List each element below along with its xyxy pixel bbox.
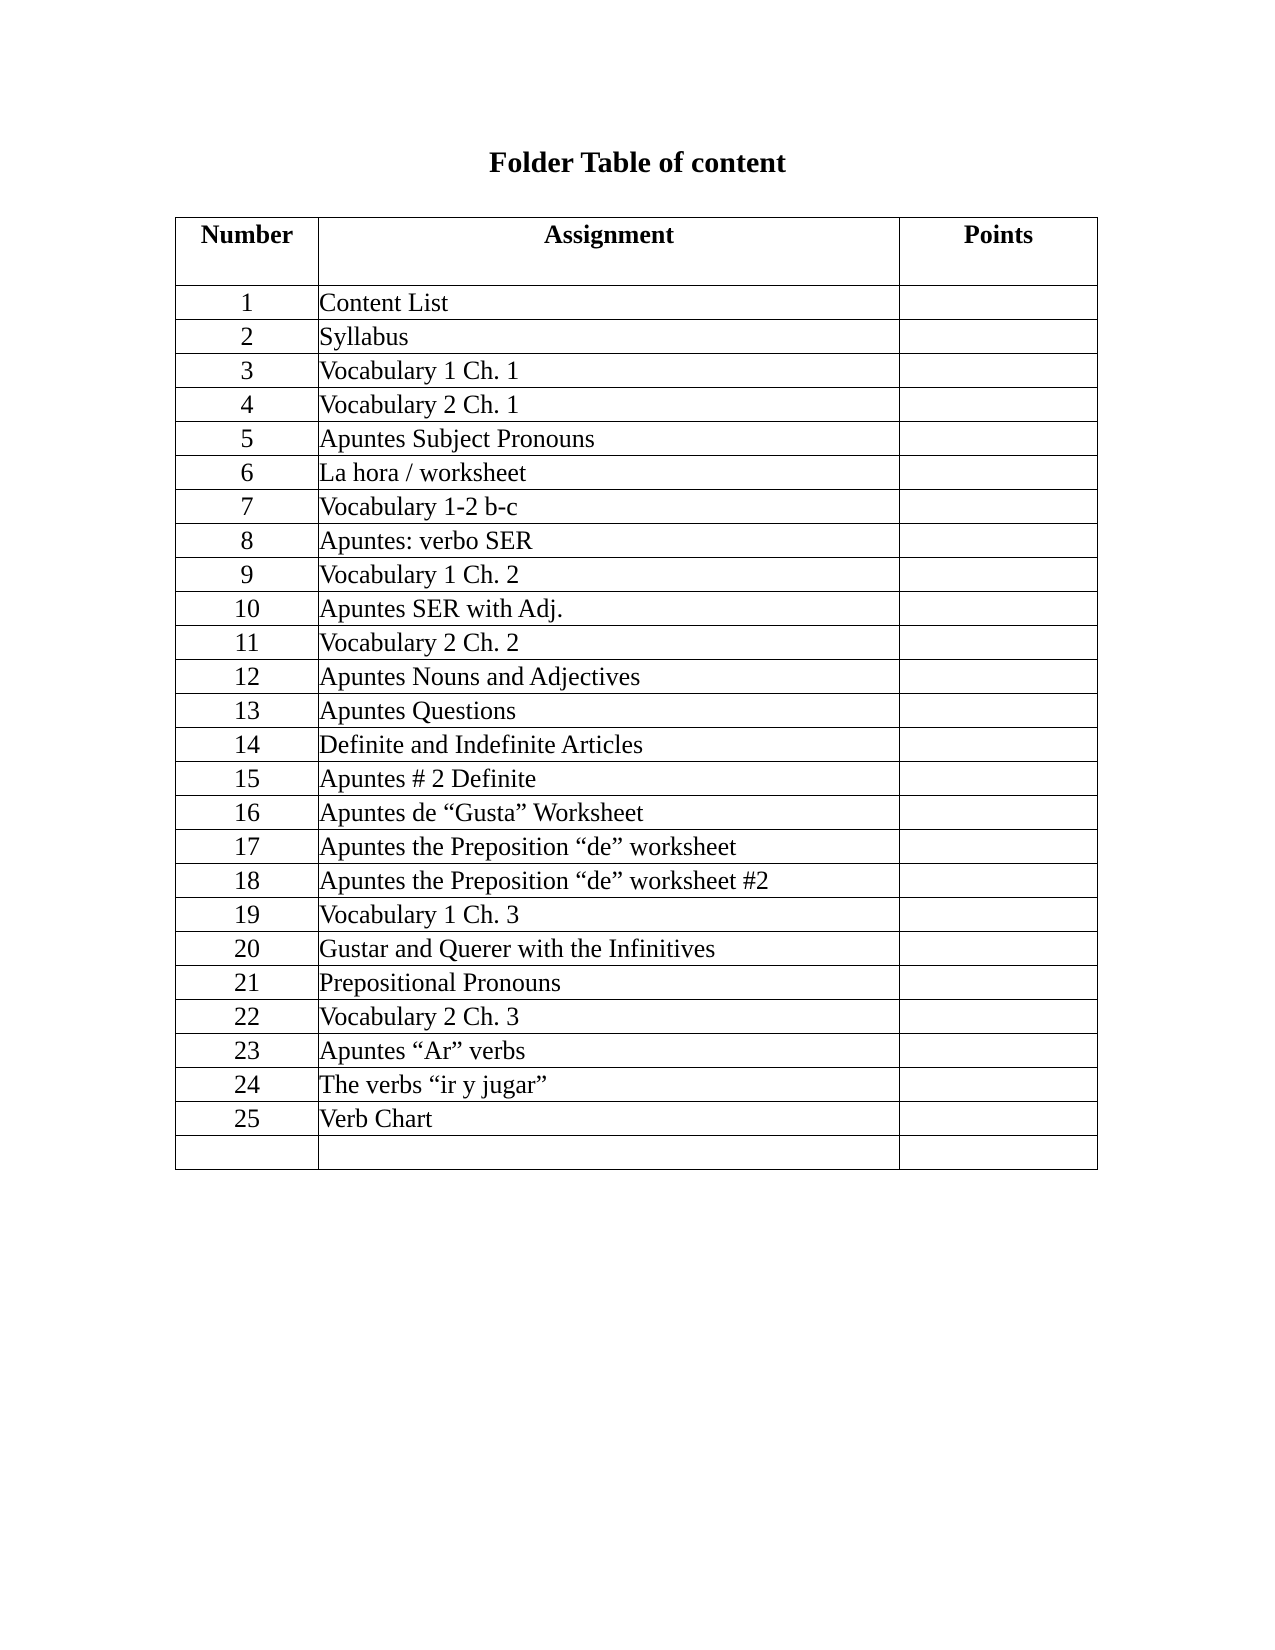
row-number-cell: 9 bbox=[176, 558, 319, 592]
table-row bbox=[176, 422, 1098, 456]
table-row bbox=[176, 966, 1098, 1000]
table-row bbox=[176, 626, 1098, 660]
row-points-cell bbox=[900, 1136, 1098, 1170]
row-number-cell: 23 bbox=[176, 1034, 319, 1068]
table-row bbox=[176, 524, 1098, 558]
row-assignment-cell: Apuntes the Preposition “de” worksheet bbox=[319, 830, 900, 864]
table-row bbox=[176, 796, 1098, 830]
row-assignment-cell: Verb Chart bbox=[319, 1102, 900, 1136]
row-assignment-cell: Gustar and Querer with the Infinitives bbox=[319, 932, 900, 966]
table-row bbox=[176, 1034, 1098, 1068]
page-title: Folder Table of content bbox=[489, 146, 786, 179]
row-assignment-cell: Apuntes Nouns and Adjectives bbox=[319, 660, 900, 694]
row-number-cell: 13 bbox=[176, 694, 319, 728]
table-row bbox=[176, 490, 1098, 524]
row-number-cell: 4 bbox=[176, 388, 319, 422]
table-row bbox=[176, 762, 1098, 796]
row-assignment-cell: Vocabulary 1 Ch. 3 bbox=[319, 898, 900, 932]
row-points-cell bbox=[900, 1034, 1098, 1068]
row-points-cell bbox=[900, 354, 1098, 388]
table-row bbox=[176, 694, 1098, 728]
row-assignment-cell: Syllabus bbox=[319, 320, 900, 354]
row-points-cell bbox=[900, 898, 1098, 932]
row-number-cell: 5 bbox=[176, 422, 319, 456]
row-number-cell: 19 bbox=[176, 898, 319, 932]
table-row bbox=[176, 558, 1098, 592]
header-row bbox=[176, 218, 1098, 286]
column-header-assignment: Assignment bbox=[319, 218, 900, 286]
row-number-cell: 11 bbox=[176, 626, 319, 660]
row-points-cell bbox=[900, 1000, 1098, 1034]
row-assignment-cell: Definite and Indefinite Articles bbox=[319, 728, 900, 762]
row-assignment-cell: Apuntes SER with Adj. bbox=[319, 592, 900, 626]
row-number-cell: 7 bbox=[176, 490, 319, 524]
column-header-number: Number bbox=[176, 218, 319, 286]
row-points-cell bbox=[900, 1068, 1098, 1102]
table-row bbox=[176, 286, 1098, 320]
row-number-cell: 24 bbox=[176, 1068, 319, 1102]
row-number-cell: 18 bbox=[176, 864, 319, 898]
row-assignment-cell: The verbs “ir y jugar” bbox=[319, 1068, 900, 1102]
row-number-cell: 1 bbox=[176, 286, 319, 320]
table-row bbox=[176, 388, 1098, 422]
row-points-cell bbox=[900, 422, 1098, 456]
row-number-cell: 25 bbox=[176, 1102, 319, 1136]
row-number-cell: 6 bbox=[176, 456, 319, 490]
table-of-contents bbox=[175, 217, 1098, 1170]
row-assignment-cell: Vocabulary 1-2 b-c bbox=[319, 490, 900, 524]
row-assignment-cell: Apuntes de “Gusta” Worksheet bbox=[319, 796, 900, 830]
row-points-cell bbox=[900, 490, 1098, 524]
row-assignment-cell: Apuntes the Preposition “de” worksheet #2 bbox=[319, 864, 900, 898]
row-assignment-cell: Content List bbox=[319, 286, 900, 320]
table-row bbox=[176, 1136, 1098, 1170]
row-points-cell bbox=[900, 762, 1098, 796]
row-points-cell bbox=[900, 1102, 1098, 1136]
row-assignment-cell: Vocabulary 2 Ch. 1 bbox=[319, 388, 900, 422]
table-row bbox=[176, 456, 1098, 490]
row-points-cell bbox=[900, 286, 1098, 320]
row-assignment-cell: Vocabulary 1 Ch. 1 bbox=[319, 354, 900, 388]
table-row bbox=[176, 1068, 1098, 1102]
row-points-cell bbox=[900, 456, 1098, 490]
row-assignment-cell: Apuntes Subject Pronouns bbox=[319, 422, 900, 456]
row-number-cell: 14 bbox=[176, 728, 319, 762]
row-number-cell: 20 bbox=[176, 932, 319, 966]
row-points-cell bbox=[900, 864, 1098, 898]
row-assignment-cell: Vocabulary 2 Ch. 2 bbox=[319, 626, 900, 660]
row-assignment-cell: La hora / worksheet bbox=[319, 456, 900, 490]
row-points-cell bbox=[900, 694, 1098, 728]
column-header-points: Points bbox=[900, 218, 1098, 286]
row-number-cell: 15 bbox=[176, 762, 319, 796]
table-row bbox=[176, 864, 1098, 898]
table-row bbox=[176, 660, 1098, 694]
row-assignment-cell: Prepositional Pronouns bbox=[319, 966, 900, 1000]
row-number-cell: 10 bbox=[176, 592, 319, 626]
row-assignment-cell: Apuntes “Ar” verbs bbox=[319, 1034, 900, 1068]
row-number-cell: 3 bbox=[176, 354, 319, 388]
table-row bbox=[176, 1000, 1098, 1034]
row-number-cell: 22 bbox=[176, 1000, 319, 1034]
row-assignment-cell: Apuntes # 2 Definite bbox=[319, 762, 900, 796]
row-points-cell bbox=[900, 320, 1098, 354]
row-assignment-cell: Apuntes: verbo SER bbox=[319, 524, 900, 558]
row-assignment-cell: Apuntes Questions bbox=[319, 694, 900, 728]
table-row bbox=[176, 320, 1098, 354]
row-points-cell bbox=[900, 626, 1098, 660]
row-number-cell: 8 bbox=[176, 524, 319, 558]
row-number-cell bbox=[176, 1136, 319, 1170]
row-assignment-cell bbox=[319, 1136, 900, 1170]
table-row bbox=[176, 592, 1098, 626]
row-points-cell bbox=[900, 660, 1098, 694]
row-number-cell: 17 bbox=[176, 830, 319, 864]
table-row bbox=[176, 728, 1098, 762]
table-row bbox=[176, 932, 1098, 966]
row-points-cell bbox=[900, 966, 1098, 1000]
row-number-cell: 12 bbox=[176, 660, 319, 694]
table-row bbox=[176, 830, 1098, 864]
row-number-cell: 21 bbox=[176, 966, 319, 1000]
row-points-cell bbox=[900, 830, 1098, 864]
row-points-cell bbox=[900, 388, 1098, 422]
row-points-cell bbox=[900, 558, 1098, 592]
row-points-cell bbox=[900, 932, 1098, 966]
row-points-cell bbox=[900, 728, 1098, 762]
row-number-cell: 2 bbox=[176, 320, 319, 354]
row-assignment-cell: Vocabulary 1 Ch. 2 bbox=[319, 558, 900, 592]
row-points-cell bbox=[900, 524, 1098, 558]
row-number-cell: 16 bbox=[176, 796, 319, 830]
row-points-cell bbox=[900, 796, 1098, 830]
table-row bbox=[176, 1102, 1098, 1136]
table-row bbox=[176, 354, 1098, 388]
table-row bbox=[176, 898, 1098, 932]
table-body bbox=[176, 286, 1098, 1170]
row-points-cell bbox=[900, 592, 1098, 626]
row-assignment-cell: Vocabulary 2 Ch. 3 bbox=[319, 1000, 900, 1034]
